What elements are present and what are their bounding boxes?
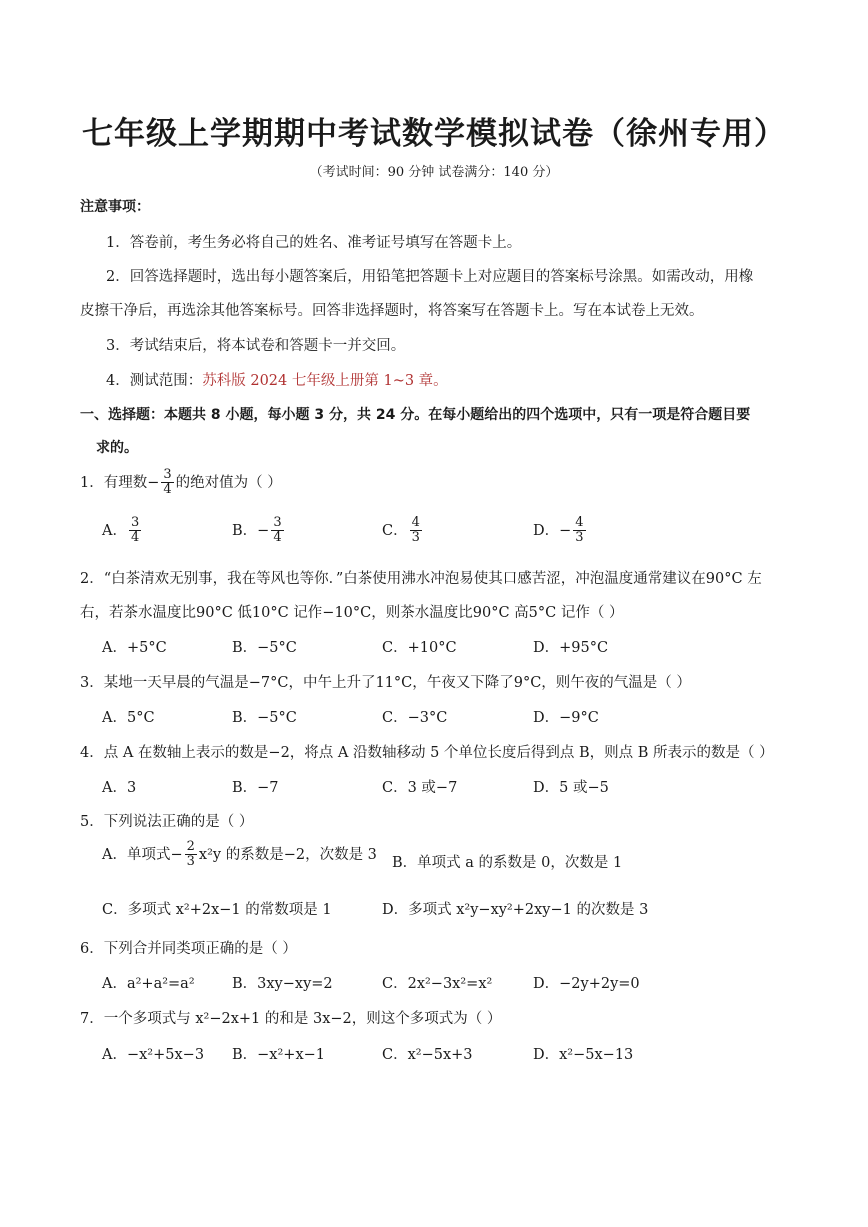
question-6-stem: 6．下列合并同类项正确的是（ ） [80, 941, 297, 957]
question-5-stem: 5．下列说法正确的是（ ） [80, 814, 254, 830]
question-5-option-d: D．多项式 x²y−xy²+2xy−1 的次数是 3 [382, 902, 649, 918]
question-1-option-a: A． $\frac{3}{4}$ [102, 515, 140, 546]
question-7-stem: 7．一个多项式与 x²−2x+1 的和是 3x−2，则这个多项式为（ ） [80, 1011, 502, 1027]
question-4-option-d: D．5 或−5 [533, 780, 609, 796]
question-2-option-a: A．+5°C [102, 640, 167, 656]
notice-item-4 [106, 369, 448, 390]
fraction: $\frac{3}{4}$ [163, 467, 172, 498]
notice-item-2-line-1: 2．回答选择题时，选出每小题答案后，用铅笔把答题卡上对应题目的答案标号涂黑。如需改动，用橡 [106, 269, 754, 285]
question-4-option-c: C．3 或−7 [382, 780, 458, 796]
question-5-option-b: B．单项式 a 的系数是 0，次数是 1 [392, 855, 623, 871]
question-2-option-b: B．−5°C [232, 640, 297, 656]
question-5-option-a: A．单项式− $\frac{2}{3}$ x²y 的系数是−2，次数是 3 [102, 839, 377, 870]
notice-item-1: 1．答卷前，考生务必将自己的姓名、准考证号填写在答题卡上。 [106, 235, 522, 251]
question-6-option-b: B．3xy−xy=2 [232, 976, 333, 992]
question-1-option-d: D．− $\frac{4}{3}$ [533, 515, 584, 546]
question-7-option-a: A．−x²+5x−3 [102, 1047, 205, 1063]
question-3-option-c: C．−3°C [382, 710, 448, 726]
question-3-stem: 3．某地一天早晨的气温是−7°C，中午上升了11°C，午夜又下降了9°C，则午夜的气温是（ ） [80, 675, 691, 691]
question-2-option-c: C．+10°C [382, 640, 457, 656]
test-range: 苏科版 2024 七年级上册第 1~3 章。 [202, 373, 448, 389]
exam-info: （考试时间：90 分钟 试卷满分：140 分） [309, 165, 559, 180]
question-4-option-a: A．3 [102, 780, 137, 796]
question-6-option-c: C．2x²−3x²=x² [382, 976, 493, 992]
question-1-option-c: C． $\frac{4}{3}$ [382, 515, 420, 546]
question-4-stem: 4．点 A 在数轴上表示的数是−2，将点 A 沿数轴移动 5 个单位长度后得到点 B，则点 B 所表示的数是（ ） [80, 745, 774, 761]
question-1-stem: 1．有理数− $\frac{3}{4}$ 的绝对值为（ ） [80, 467, 282, 498]
question-3-option-a: A．5°C [102, 710, 155, 726]
question-6-option-d: D．−2y+2y=0 [533, 976, 640, 992]
question-7-option-d: D．x²−5x−13 [533, 1047, 634, 1063]
notice-item-2-line-2: 皮擦干净后，再选涂其他答案标号。回答非选择题时，将答案写在答题卡上。写在本试卷上无效。 [80, 303, 704, 319]
question-7-option-c: C．x²−5x+3 [382, 1047, 473, 1063]
question-2-stem-line-2: 右，若茶水温度比90°C 低10°C 记作−10°C，则茶水温度比90°C 高5°C 记作（ ） [80, 605, 624, 621]
section-heading: 一、选择题：本题共 8 小题，每小题 3 分，共 24 分。在每小题给出的四个选项中，只有一项是符合题目要 [80, 407, 751, 423]
question-2-stem-line-1: 2．“白茶清欢无别事，我在等风也等你．”白茶使用沸水冲泡易使其口感苦涩，冲泡温度通常建议在90°C 左 [80, 571, 762, 587]
page-title: 七年级上学期期中考试数学模拟试卷（徐州专用） [82, 116, 786, 152]
notice-heading: 注意事项： [80, 199, 150, 215]
question-3-option-b: B．−5°C [232, 710, 297, 726]
notice-item-4-label: 4．测试范围： [106, 373, 203, 389]
question-1-option-b: B．− $\frac{3}{4}$ [232, 515, 282, 546]
notice-item-3: 3．考试结束后，将本试卷和答题卡一并交回。 [106, 338, 406, 354]
question-5-option-c: C．多项式 x²+2x−1 的常数项是 1 [102, 902, 332, 918]
section-heading-cont: 求的。 [96, 440, 138, 456]
question-7-option-b: B．−x²+x−1 [232, 1047, 325, 1063]
question-3-option-d: D．−9°C [533, 710, 599, 726]
question-2-option-d: D．+95°C [533, 640, 609, 656]
question-6-option-a: A．a²+a²=a² [102, 976, 195, 992]
question-4-option-b: B．−7 [232, 780, 279, 796]
